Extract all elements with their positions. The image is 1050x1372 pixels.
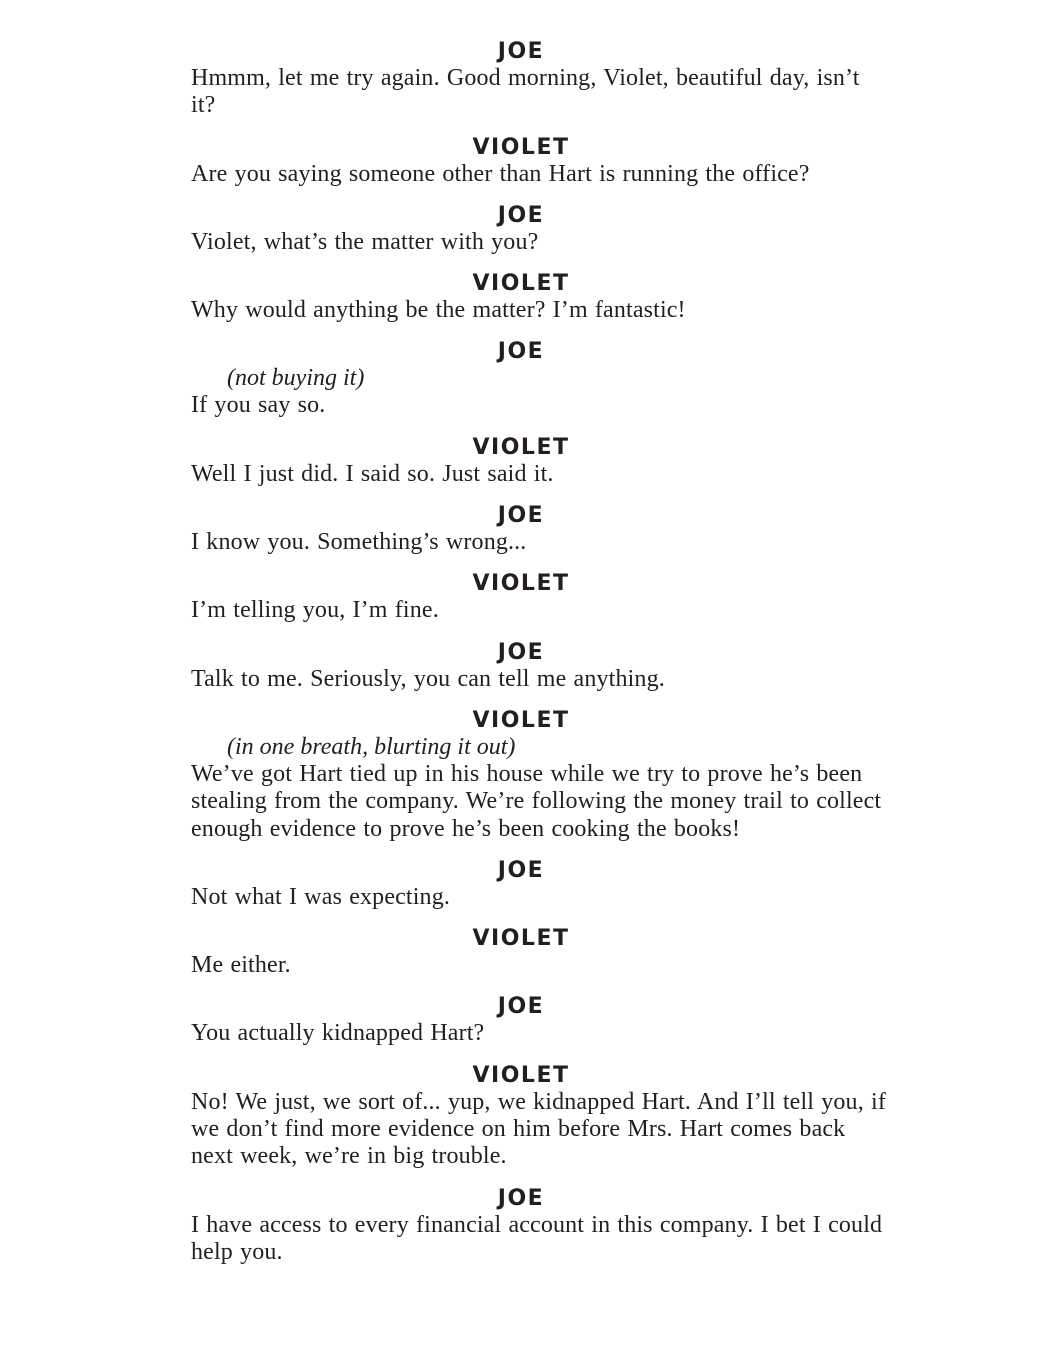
dialogue-block (191, 1185, 891, 1267)
speaker-name: JOE (497, 39, 545, 64)
dialogue-block (191, 857, 891, 911)
dialogue-line: Why would anything be the matter? I’m fantastic! (191, 297, 686, 324)
speaker-name: JOE (497, 1185, 545, 1211)
speaker-name: VIOLET (472, 271, 570, 297)
script-page (191, 38, 891, 1280)
dialogue-block (191, 707, 891, 843)
dialogue-line: Are you saying someone other than Hart is running the office? (191, 160, 810, 187)
speaker-name: VIOLET (472, 707, 570, 733)
dialogue-line: I have access to every financial account in this company. I bet I could help you. (191, 1211, 883, 1265)
dialogue-line: I know you. Something’s wrong... (191, 529, 527, 556)
dialogue-line: Talk to me. Seriously, you can tell me anything. (191, 665, 665, 692)
dialogue-line: Hmmm, let me try again. Good morning, Violet, beautiful day, isn’t it? (191, 65, 860, 119)
dialogue-line: We’ve got Hart tied up in his house while we try to prove he’s been stealing from the company. We’re following the money trail to collect enough evidence to prove he’s been cooking the books! (191, 760, 882, 842)
dialogue-block (191, 202, 891, 256)
dialogue-line: You actually kidnapped Hart? (191, 1020, 485, 1047)
dialogue-block (191, 270, 891, 324)
dialogue-line: Not what I was expecting. (191, 883, 451, 910)
speaker-name: VIOLET (472, 571, 570, 597)
dialogue-line: Me either. (191, 952, 291, 979)
dialogue-block (191, 38, 891, 120)
speaker-name: JOE (497, 639, 545, 665)
dialogue-line: I’m telling you, I’m fine. (191, 597, 439, 624)
dialogue-block (191, 134, 891, 188)
dialogue-block (191, 639, 891, 693)
dialogue-block (191, 338, 891, 419)
speaker-name: JOE (497, 857, 545, 883)
dialogue-block (191, 925, 891, 979)
dialogue-line: Violet, what’s the matter with you? (191, 228, 539, 255)
speaker-name: JOE (497, 339, 545, 365)
dialogue-block (191, 570, 891, 624)
speaker-name: JOE (497, 202, 545, 228)
speaker-name: VIOLET (472, 434, 570, 460)
dialogue-line: If you say so. (191, 392, 326, 419)
speaker-name: VIOLET (472, 1062, 570, 1088)
speaker-name: JOE (497, 503, 545, 529)
speaker-name: VIOLET (472, 134, 570, 160)
dialogue-line: No! We just, we sort of... yup, we kidnapped Hart. And I’ll tell you, if we don’t find more evidence on him before Mrs. Hart comes back next week, we’re in big trouble. (191, 1088, 886, 1170)
speaker-name: VIOLET (472, 926, 570, 952)
stage-direction: (not buying it) (227, 365, 365, 392)
dialogue-block (191, 434, 891, 488)
dialogue-block (191, 502, 891, 556)
dialogue-block (191, 1062, 891, 1171)
stage-direction: (in one breath, blurting it out) (227, 733, 516, 760)
dialogue-line: Well I just did. I said so. Just said it. (191, 460, 554, 487)
dialogue-block (191, 993, 891, 1047)
speaker-name: JOE (497, 994, 545, 1020)
